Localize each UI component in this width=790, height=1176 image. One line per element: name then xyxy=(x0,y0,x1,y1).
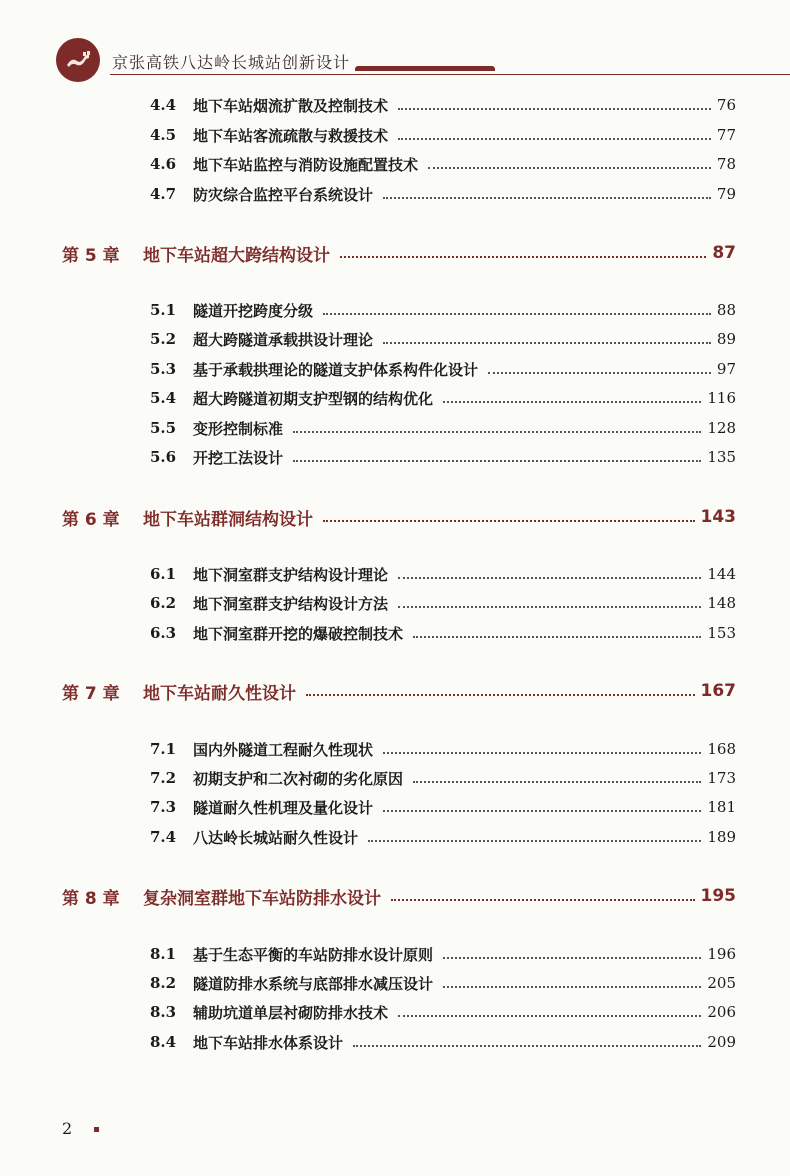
chapter-title: 复杂洞室群地下车站防排水设计 xyxy=(143,884,391,909)
page-ref: 206 xyxy=(703,1003,736,1021)
section-title: 隧道防排水系统与底部排水减压设计 xyxy=(193,973,443,994)
section-title: 隧道耐久性机理及量化设计 xyxy=(193,797,383,818)
toc-section-entry[interactable] xyxy=(0,1001,790,1023)
page-ref: 79 xyxy=(713,185,736,203)
toc-section-entry[interactable] xyxy=(0,592,790,614)
page-ref: 116 xyxy=(703,389,736,407)
section-number: 8.4 xyxy=(150,1033,177,1051)
dot-leader xyxy=(413,636,701,638)
section-number: 5.2 xyxy=(150,330,177,348)
section-number: 5.4 xyxy=(150,389,177,407)
dot-leader xyxy=(488,372,711,374)
dot-leader xyxy=(340,256,706,258)
page-ref: 196 xyxy=(703,945,736,963)
dot-leader xyxy=(383,197,711,199)
page-ref: 144 xyxy=(703,565,736,583)
page-ref: 88 xyxy=(713,301,736,319)
section-title: 防灾综合监控平台系统设计 xyxy=(193,184,383,205)
dot-leader xyxy=(398,606,701,608)
toc-chapter-entry[interactable] xyxy=(0,885,790,907)
dot-leader xyxy=(398,108,711,110)
section-number: 5.6 xyxy=(150,448,177,466)
section-title: 基于承载拱理论的隧道支护体系构件化设计 xyxy=(193,359,488,380)
page-ref: 128 xyxy=(703,419,736,437)
dot-leader xyxy=(443,401,701,403)
toc-section-entry[interactable] xyxy=(0,446,790,468)
page-ref: 97 xyxy=(713,360,736,378)
section-number: 8.3 xyxy=(150,1003,177,1021)
section-number: 5.3 xyxy=(150,360,177,378)
header-accent-bar xyxy=(355,66,495,71)
dot-leader xyxy=(383,810,701,812)
chapter-label: 第 7 章 xyxy=(62,683,120,704)
page-ref: 168 xyxy=(703,740,736,758)
page-header xyxy=(0,0,790,90)
toc-section-entry[interactable] xyxy=(0,94,790,116)
section-title: 地下车站监控与消防设施配置技术 xyxy=(193,154,428,175)
page-ref: 153 xyxy=(703,624,736,642)
toc-section-entry[interactable] xyxy=(0,358,790,380)
section-title: 辅助坑道单层衬砌防排水技术 xyxy=(193,1002,398,1023)
page-ref: 181 xyxy=(703,798,736,816)
toc-section-entry[interactable] xyxy=(0,767,790,789)
section-title: 地下车站客流疏散与救援技术 xyxy=(193,125,398,146)
toc-section-entry[interactable] xyxy=(0,738,790,760)
section-number: 8.2 xyxy=(150,974,177,992)
section-number: 8.1 xyxy=(150,945,177,963)
section-number: 7.1 xyxy=(150,740,177,758)
page-ref: 148 xyxy=(703,594,736,612)
section-number: 6.1 xyxy=(150,565,177,583)
section-title: 地下洞室群开挖的爆破控制技术 xyxy=(193,623,413,644)
section-title: 地下洞室群支护结构设计方法 xyxy=(193,593,398,614)
section-number: 4.7 xyxy=(150,185,177,203)
page-number-marker xyxy=(94,1127,99,1132)
section-number: 4.6 xyxy=(150,155,177,173)
page-ref: 77 xyxy=(713,126,736,144)
chapter-title: 地下车站耐久性设计 xyxy=(143,679,306,704)
section-number: 7.2 xyxy=(150,769,177,787)
section-title: 地下车站排水体系设计 xyxy=(193,1032,353,1053)
section-title: 国内外隧道工程耐久性现状 xyxy=(193,739,383,760)
toc-section-entry[interactable] xyxy=(0,1031,790,1053)
section-title: 隧道开挖跨度分级 xyxy=(193,300,323,321)
chapter-label: 第 6 章 xyxy=(62,509,120,530)
dot-leader xyxy=(383,752,701,754)
section-title: 地下洞室群支护结构设计理论 xyxy=(193,564,398,585)
dot-leader xyxy=(323,313,711,315)
section-number: 5.1 xyxy=(150,301,177,319)
chapter-label: 第 8 章 xyxy=(62,888,120,909)
great-wall-icon xyxy=(63,45,93,75)
dot-leader xyxy=(323,520,695,522)
page-ref: 167 xyxy=(697,681,737,701)
section-title: 开挖工法设计 xyxy=(193,447,293,468)
toc-section-entry[interactable] xyxy=(0,299,790,321)
section-title: 地下车站烟流扩散及控制技术 xyxy=(193,95,398,116)
book-logo xyxy=(56,38,100,82)
dot-leader xyxy=(306,694,695,696)
dot-leader xyxy=(443,986,701,988)
toc-section-entry[interactable] xyxy=(0,622,790,644)
toc-section-entry[interactable] xyxy=(0,943,790,965)
dot-leader xyxy=(293,431,701,433)
page-ref: 189 xyxy=(703,828,736,846)
dot-leader xyxy=(293,460,701,462)
dot-leader xyxy=(353,1045,701,1047)
page-ref: 173 xyxy=(703,769,736,787)
page-ref: 89 xyxy=(713,330,736,348)
dot-leader xyxy=(391,899,695,901)
toc-section-entry[interactable] xyxy=(0,972,790,994)
section-number: 6.3 xyxy=(150,624,177,642)
page-ref: 209 xyxy=(703,1033,736,1051)
chapter-title: 地下车站超大跨结构设计 xyxy=(143,241,340,266)
dot-leader xyxy=(398,577,701,579)
toc-chapter-entry[interactable] xyxy=(0,242,790,264)
dot-leader xyxy=(398,1015,701,1017)
page-number: 2 xyxy=(62,1119,73,1138)
chapter-title: 地下车站群洞结构设计 xyxy=(143,505,323,530)
page-ref: 78 xyxy=(713,155,736,173)
toc-section-entry[interactable] xyxy=(0,387,790,409)
dot-leader xyxy=(413,781,701,783)
section-title: 八达岭长城站耐久性设计 xyxy=(193,827,368,848)
page-ref: 205 xyxy=(703,974,736,992)
page-ref: 135 xyxy=(703,448,736,466)
toc-section-entry[interactable] xyxy=(0,796,790,818)
toc-section-entry[interactable] xyxy=(0,826,790,848)
dot-leader xyxy=(398,138,711,140)
page-ref: 195 xyxy=(697,886,737,906)
section-number: 4.5 xyxy=(150,126,177,144)
section-title: 基于生态平衡的车站防排水设计原则 xyxy=(193,944,443,965)
toc-section-entry[interactable] xyxy=(0,153,790,175)
dot-leader xyxy=(368,840,701,842)
header-rule xyxy=(110,74,790,75)
section-number: 4.4 xyxy=(150,96,177,114)
page-ref: 143 xyxy=(697,507,737,527)
section-title: 超大跨隧道初期支护型钢的结构优化 xyxy=(193,388,443,409)
toc-section-entry[interactable] xyxy=(0,328,790,350)
page-ref: 87 xyxy=(708,243,736,263)
section-title: 变形控制标准 xyxy=(193,418,293,439)
section-title: 超大跨隧道承载拱设计理论 xyxy=(193,329,383,350)
toc-section-entry[interactable] xyxy=(0,124,790,146)
chapter-label: 第 5 章 xyxy=(62,245,120,266)
toc-section-entry[interactable] xyxy=(0,183,790,205)
toc-section-entry[interactable] xyxy=(0,563,790,585)
book-title: 京张高铁八达岭长城站创新设计 xyxy=(112,53,351,72)
section-number: 7.3 xyxy=(150,798,177,816)
section-number: 6.2 xyxy=(150,594,177,612)
section-title: 初期支护和二次衬砌的劣化原因 xyxy=(193,768,413,789)
section-number: 5.5 xyxy=(150,419,177,437)
dot-leader xyxy=(428,167,711,169)
toc-chapter-entry[interactable] xyxy=(0,506,790,528)
page-ref: 76 xyxy=(713,96,736,114)
dot-leader xyxy=(383,342,711,344)
dot-leader xyxy=(443,957,701,959)
section-number: 7.4 xyxy=(150,828,177,846)
toc-chapter-entry[interactable] xyxy=(0,680,790,702)
toc-section-entry[interactable] xyxy=(0,417,790,439)
